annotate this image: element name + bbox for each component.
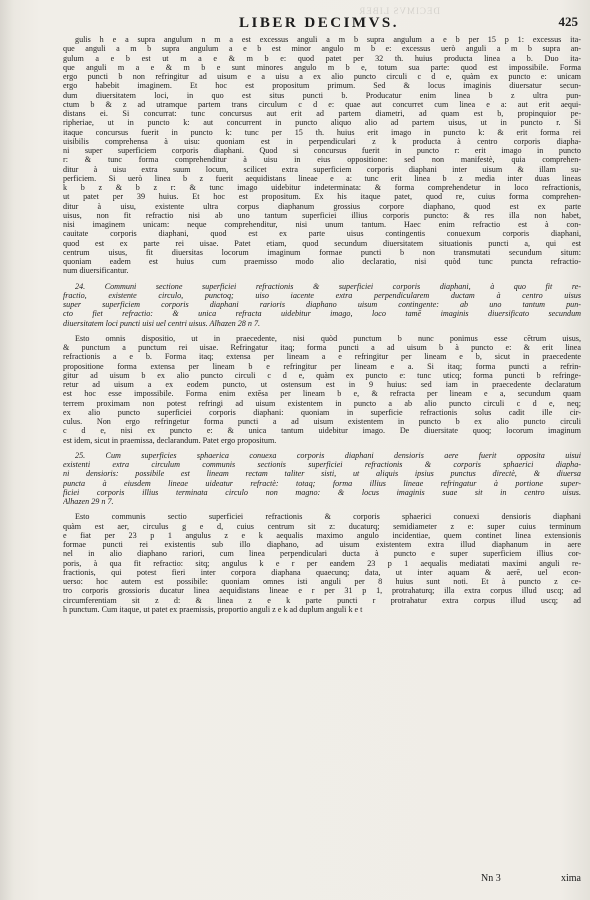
bleed-through-text: DECIMVS LIBER xyxy=(358,6,440,16)
text-line: gulis h e a supra angulum n m a est excessus anguli a m b supra angulum a e b per 15 p 1: excessus ita- xyxy=(75,35,581,44)
text-line: retur ad uisum a ex eodem puncto, ut ostensum est in 9 huius: sed iam in praecedente declaratum xyxy=(63,380,581,389)
catchword: xima xyxy=(561,873,581,884)
text-line: que anguli m a e & m b e sunt minores angulo m b e, totum sua parte: quod est impossibile. Forma xyxy=(63,62,581,72)
text-line: k b z & b z r: & tunc imago uidebitur indeterminata: & forma comprehendetur in loco refractionis, xyxy=(63,183,581,192)
page-body xyxy=(63,35,581,614)
text-line: gitur ad uisum b ex alio puncto circuli c d e, quàm ex puncto e: tunc uticq; forma puncti b refringe- xyxy=(63,370,581,380)
text-line: dum diuersitatem loci, in quo est situs puncti b. Producatur enim linea b z ultra pun- xyxy=(63,90,581,100)
text-line: r: & tunc forma comprehenditur à uisu in eius oppositione: sed non manifestè, quia comprehen- xyxy=(63,155,581,165)
text-line: ni super superficiem corporis diaphani. Quod si concursus fuerit in puncto r: erit imago in puncto xyxy=(63,146,581,155)
text-line: ergo puncti b non refringitur ad uisum e a uisu a ex alio puncto circuli c d e, quàm ex puncto e: unicam xyxy=(63,72,581,81)
text-line: e fiat per 23 p 1 angulus z e k aequalis maximo angulo incidentiae, quem continet linea extensionis xyxy=(63,530,581,540)
text-line: diuersitatem loci puncti uisi uel centri uisus. Alhazen 28 n 7. xyxy=(63,318,261,328)
text-line: Esto communis sectio superficiei refractionis & corporis sphaerici conuexi densioris diaphani xyxy=(75,512,581,522)
text-line: fractionis, qui potest fieri inter corpora diaphana quaecunq; data, ut inter aquam & aerē, uel econ- xyxy=(63,567,581,577)
text-line: circumferentiam sit z d: & linea z e k parte puncti r protrahatur extra corpus illud uscq; ad xyxy=(63,595,581,605)
signature-mark: Nn 3 xyxy=(481,873,501,884)
text-paragraph xyxy=(63,512,581,614)
text-line: quoniam eadem est huius cum praemisso modo alio declaratio, nisi quòd tunc puncta refractio- xyxy=(63,257,581,266)
text-line: Alhazen 29 n 7. xyxy=(63,497,114,506)
text-line: culus. Non ergo refringetur forma puncti a ad uisum existentem in puncto b ex alio puncto circuli xyxy=(63,417,581,426)
running-title: LIBER DECIMVS. xyxy=(238,15,400,31)
text-line: poris, à qua fit refractio: sitq; angulus k e r per eandem 23 p 1 aequalis mediatati maximi anguli re- xyxy=(63,558,581,568)
text-line: uerso: hoc autem est possibile: quoniam omnes isti anguli per 8 huius sunt noti. Et à puncto z ce- xyxy=(63,577,581,586)
text-line: nel in alio diaphano rariori, cum linea perpendiculari ducta à puncto e super superficiem illius cor- xyxy=(63,549,581,559)
text-line: uisibilis comprehensa à uisu: quoniam est in perpendiculari z k producta à centro corporis diapha- xyxy=(63,136,581,146)
text-line: ni densioris: possibile est lineam rectam taliter sisti, ut aliquis ipsius punctus directè, & diuersa xyxy=(63,469,581,479)
text-line: ripheriae, ut in puncto k: aut concurrent in puncto aliquo alio ad partem uisus, ut in puncto r. Si xyxy=(63,118,581,128)
text-line: ditur à uisu, existente ultra corpus diaphanum grossius corpore diaphano, quod est ex parte xyxy=(63,201,581,211)
text-line: h punctum. Cum itaque, ut patet ex praemissis, proportio anguli z e k ad duplum anguli k e t xyxy=(63,604,363,614)
text-line: puncta à eiusdem lineae uideatur refractè: totaq; forma illius lineae refringatur à portione super- xyxy=(63,478,581,488)
text-line: terrem proximam non potest refringi ad uisum existentem in puncto a ab alio puncto circuli c d e, neq; xyxy=(63,398,581,408)
page-number: 425 xyxy=(558,14,578,29)
text-line: que anguli a m b supra angulum a e b est minor angulo m b e: excessus uerò anguli a m b supra an- xyxy=(63,44,581,54)
text-line: c d e, nisi ex puncto e: & unica tantum uidebitur imago. De diuersitate quoq; locorum imaginum xyxy=(63,426,581,436)
page-header xyxy=(60,14,578,34)
text-line: tro corporis grossioris ducatur linea aequidistans lineae e r per 31 p 1, protrahaturq; illa extra corpus illud uscq; ad xyxy=(63,586,581,596)
text-line: fractio, existente circulo, punctoq; uiso iacente extra perpendicularem ductam à centro uisus xyxy=(63,290,581,300)
text-line: ficiei corporis illius terminata circulo non magno: & locus imaginis suae sit in centro uisus. xyxy=(63,487,581,497)
text-line: est idem, sicut in praemissa, declarandum. Patet ergo propositum. xyxy=(63,435,277,445)
text-line: perficiem. Si uerò linea b z fuerit aequidistans lineae e a: tunc erit linea b z media inter duas lineas xyxy=(63,173,581,183)
text-line: itaque concursus fuerit in puncto k: tunc per 15 th. huius erit imago in puncto k: & erit forma rei xyxy=(63,127,581,137)
text-line: est hoc esse impossibile. Forma enim extēsa per lineam b e, & refracta per lineam e a, secundum quam xyxy=(63,389,581,399)
text-line: ex alio puncto superficiei corporis diaphani: quoniam in superficie refractionis solus cadit ille cir- xyxy=(63,407,581,417)
text-line: Esto omnis dispositio, ut in praecedente, nisi quòd punctum b nunc ponimus esse cētrum uisus, xyxy=(75,333,581,343)
text-line: ergo habebit imaginem. Et hoc est propositum primum. Sed & locus imaginis diuersatur secun- xyxy=(63,81,581,91)
text-line: existenti extra circulum communis sectionis superficiei refractionis & corporis sphaerici diapha- xyxy=(63,460,581,469)
text-line: centrum uisus, fit diuersitas locorum imaginum formae puncti b non transmutati secundum situm: xyxy=(63,247,581,257)
text-line: propositione forma extensa per lineam b e refringitur per lineam e a. Si itaq; forma puncti a refrin- xyxy=(63,361,581,371)
text-line: ut patet per 39 huius. Et hoc est propositum. Ex his itaque patet, quod re, cuius forma comprehen- xyxy=(63,192,581,202)
page-footer xyxy=(63,873,581,887)
text-paragraph xyxy=(63,334,581,445)
text-line: distans ei. Si concurrat: tunc concursus aut erit ad partem diametri, ad quam est b, propinquior pe- xyxy=(63,109,581,118)
text-line: num diuersificantur. xyxy=(63,266,129,276)
proposition-paragraph xyxy=(63,451,581,507)
text-line: & punctum a punctum rei uisae. Refringatur itaq; forma puncti a ad uisum b à puncto e: & erit linea xyxy=(63,343,581,352)
text-line: cto fiet refractio: & unica refracta uidebitur imago, loco tamē imaginis diuersificato secundum xyxy=(63,309,581,319)
text-line: super superficiem corporis diaphani rarioris diaphano uisum contingente: ab uno tantum pun- xyxy=(63,300,581,309)
text-line: refractionis a e b. Forma itaq; extensa per lineam a e refringitur per lineam e b, sicut in praecedente xyxy=(63,352,581,362)
text-line: 25. Cum superficies sphaerica conuexa corporis diaphani densioris aere fuerit opposita uisui xyxy=(75,450,581,460)
text-paragraph xyxy=(63,35,581,276)
text-line: ditur à uisu extra suum locum, scilicet extra superficiem corporis diaphani inter uisum & illam su- xyxy=(63,164,581,174)
text-line: formae puncti rei existentis sub illo diaphano, ad uisum existentem extra illud diaphanum in aere xyxy=(63,540,581,549)
proposition-paragraph xyxy=(63,282,581,328)
text-line: nisi imaginem unicam: neque comprehenditur, nisi unum tantum. Haec enim refractio est à con- xyxy=(63,220,581,229)
text-line: 24. Communi sectione superficiei refractionis & superficiei corporis diaphani, à quo fit re- xyxy=(75,281,581,291)
text-line: ctum b & z ad utramque partem trans circulum c d e: quae aut concurret cum linea e a: aut erit aequi- xyxy=(63,99,581,109)
text-line: cauitate corporis diaphani, quod est ex parte uisus contingentis conuexum corporis diaphani, xyxy=(63,229,581,239)
text-line: quàm est aer, circulus g e d, cuius centrum sit z: ducaturq; semidiameter z e: super cuius terminum xyxy=(63,521,581,531)
text-line: uisus, non fit refractio nisi ab uno tantum superficiei illius corporis puncto: & res illa non habet, xyxy=(63,210,581,220)
text-line: quod est ex parte rei uisae. Patet etiam, quod secundum diuersitatem situationis puncti a, qui est xyxy=(63,238,581,248)
text-line: gulum a e b est ut m a e & m b e: quod patet per 32 th. huius producta linea a b. Duo ita- xyxy=(63,53,581,63)
